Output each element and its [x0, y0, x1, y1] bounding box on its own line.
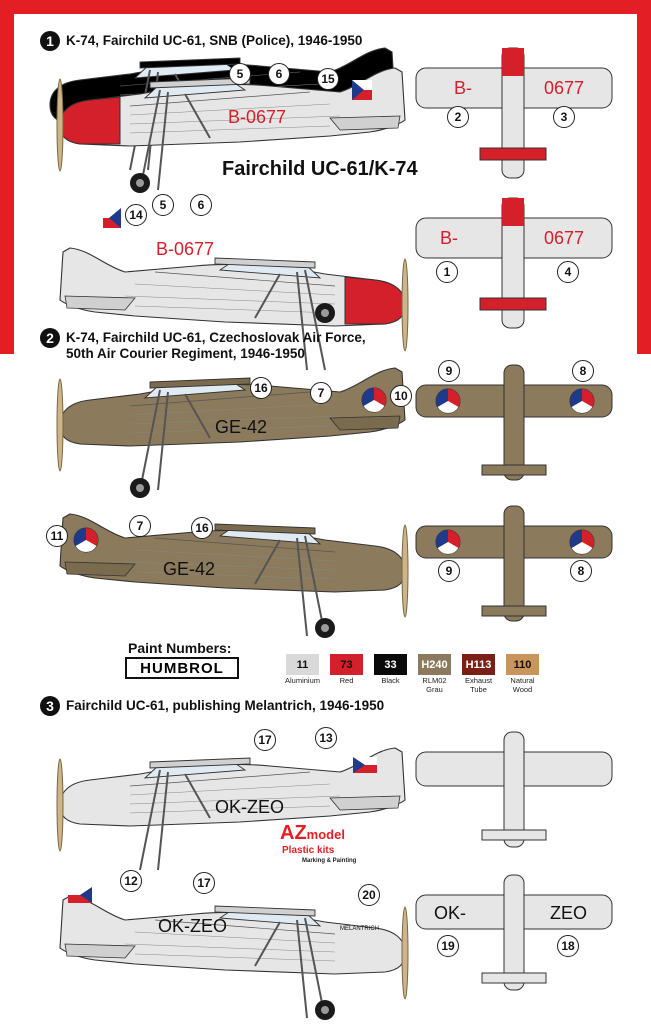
swatch-h240	[418, 654, 451, 694]
reg-left-bottom: B-	[440, 228, 458, 248]
callout-19: 19	[437, 935, 459, 957]
callout-8b: 8	[570, 560, 592, 582]
logo-line3: Marking & Painting	[302, 858, 357, 864]
reg-right-bottom: 0677	[544, 228, 585, 248]
section-2-title-line2: 50th Air Courier Regiment, 1946-1950	[66, 346, 305, 361]
registration-row1-top: B-0677	[228, 107, 287, 127]
callout-10: 10	[390, 385, 412, 407]
azmodel-logo	[280, 823, 372, 864]
page-title: Fairchild UC-61/K-74	[222, 158, 418, 180]
swatch-name-1: Exhaust	[464, 676, 493, 685]
swatch-name-2: Grau	[426, 684, 443, 694]
section-1-heading	[40, 33, 362, 51]
swatch-name: Red	[339, 676, 354, 685]
registration-row2-top: GE-42	[215, 417, 268, 437]
registration-row1-bottom: B-0677	[156, 239, 215, 259]
swatch-73	[330, 654, 363, 694]
section-2-title-line1: K-74, Fairchild UC-61, Czechoslovak Air Force,	[66, 330, 366, 345]
logo-sub: model	[306, 827, 345, 842]
callout-11: 11	[46, 525, 68, 547]
callout-16: 16	[250, 377, 272, 399]
callout-16b: 16	[191, 517, 213, 539]
swatch-name: Black	[381, 676, 400, 685]
reg-left-row3: OK-	[434, 903, 467, 923]
callout-3: 3	[553, 106, 575, 128]
callout-14: 14	[125, 204, 147, 226]
callout-4: 4	[557, 261, 579, 283]
callout-7b: 7	[129, 515, 151, 537]
registration-row2-bottom: GE-42	[163, 559, 216, 579]
callout-9b: 9	[438, 560, 460, 582]
swatch-code: 11	[286, 654, 319, 675]
swatch-name-1: Natural	[510, 676, 535, 685]
callout-9: 9	[438, 360, 460, 382]
section-2-heading	[40, 330, 366, 362]
callout-17: 17	[254, 729, 276, 751]
swatch-110	[506, 654, 539, 694]
section-1-title: K-74, Fairchild UC-61, SNB (Police), 1946-1950	[66, 33, 363, 48]
section-2-number: 2	[40, 328, 60, 348]
callout-6: 6	[268, 63, 290, 85]
reg-right-top: 0677	[544, 78, 585, 98]
reg-right-row3: ZEO	[550, 903, 588, 923]
callout-18: 18	[557, 935, 579, 957]
callout-5b: 5	[152, 194, 174, 216]
registration-row3-bottom: OK-ZEO	[158, 916, 228, 936]
callout-2: 2	[447, 106, 469, 128]
callout-20: 20	[358, 884, 380, 906]
paint-swatches	[286, 654, 539, 694]
callout-5: 5	[229, 63, 251, 85]
section-1-number: 1	[40, 31, 60, 51]
swatch-code: H240	[418, 654, 451, 675]
swatch-name-2: Wood	[512, 684, 533, 694]
section-3-title: Fairchild UC-61, publishing Melantrich, 1946-1950	[66, 698, 385, 713]
registration-row3-top: OK-ZEO	[215, 797, 285, 817]
swatch-name-1: RLM02	[422, 676, 447, 685]
callout-17b: 17	[193, 872, 215, 894]
swatch-11	[286, 654, 319, 694]
swatch-code: 33	[374, 654, 407, 675]
swatch-name-2: Tube	[470, 684, 487, 694]
swatch-33	[374, 654, 407, 694]
callout-15: 15	[317, 68, 339, 90]
swatch-code: 110	[506, 654, 539, 675]
section-3-number: 3	[40, 696, 60, 716]
reg-left-top: B-	[454, 78, 472, 98]
callout-7: 7	[310, 382, 332, 404]
paint-brand: HUMBROL	[125, 657, 239, 679]
callout-13: 13	[315, 727, 337, 749]
fuselage-name: MELANTRICH	[340, 926, 380, 932]
logo-main: AZ	[280, 822, 307, 844]
callout-8: 8	[572, 360, 594, 382]
swatch-code: 73	[330, 654, 363, 675]
callout-12: 12	[120, 870, 142, 892]
section-3-heading	[40, 698, 384, 716]
swatch-code: H113	[462, 654, 495, 675]
paint-numbers-title: Paint Numbers:	[128, 640, 232, 656]
swatch-h113	[462, 654, 495, 694]
callout-1: 1	[436, 261, 458, 283]
swatch-name: Aluminium	[285, 676, 321, 685]
logo-line2: Plastic kits	[282, 845, 335, 856]
callout-6b: 6	[190, 194, 212, 216]
